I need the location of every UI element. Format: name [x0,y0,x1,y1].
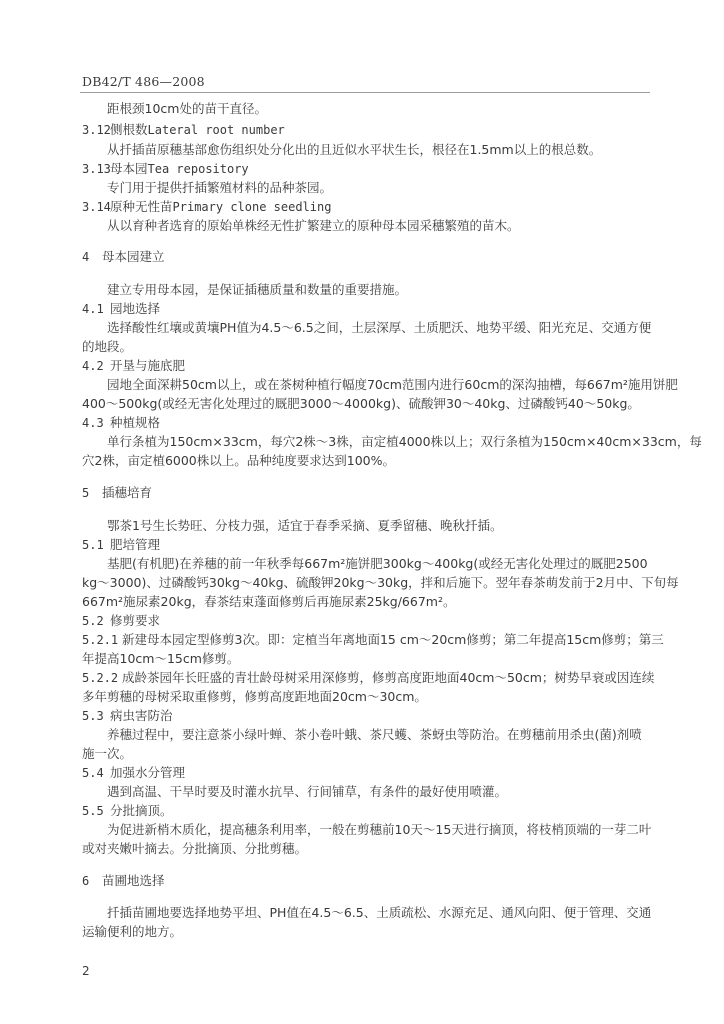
section-heading-4-3: 4.3 种植规格 [82,415,161,430]
paragraph: 建立专用母本园，是保证插穗质量和数量的重要措施。 [107,282,408,297]
paragraph: 距根颈10cm处的苗干直径。 [107,101,267,116]
paragraph: kg～3000)、过磷酸钙30kg～40kg、硫酸钾20kg～30kg，拌和后施下。翌年春茶萌发前于2月中、下旬每 [82,575,679,590]
paragraph: 穴2株，亩定植6000株以上。品种纯度要求达到100%。 [82,453,396,468]
paragraph: 遇到高温、干旱时要及时灌水抗旱、行间铺草，有条件的最好使用喷灌。 [107,784,508,799]
paragraph: 为促进新梢木质化，提高穗条利用率，一般在剪穗前10天～15天进行摘顶，将枝梢顶端的一芽二叶 [107,822,652,837]
clause-5-2-2: 5.2.2 成龄茶园年长旺盛的青壮龄母树采用深修剪，修剪高度距地面40cm～50cm；树势早衰或因连续 [82,670,655,685]
section-heading-3-13: 3.13母本园Tea repository [82,161,249,176]
paragraph: 或对夹嫩叶摘去。分批摘顶、分批剪穗。 [82,841,308,856]
clause-5-2-1: 5.2.1 新建母本园定型修剪3次。即：定植当年离地面15 cm～20cm修剪；第二年提高15cm修剪；第三 [82,632,664,647]
paragraph: 鄂茶1号生长势旺、分枝力强，适宜于春季采摘、夏季留穗、晚秋扦插。 [107,518,503,533]
paragraph: 400～500kg(或经无害化处理过的厩肥3000～4000kg)、硫酸钾30～40kg、过磷酸钙40～50kg。 [82,396,640,411]
paragraph: 选择酸性红壤或黄壤PH值为4.5～6.5之间，土层深厚、土质肥沃、地势平缓、阳光充足、交通方便 [107,320,652,335]
section-heading-5-4: 5.4 加强水分管理 [82,765,186,780]
paragraph: 养穗过程中，要注意茶小绿叶蝉、茶小卷叶蛾、茶尺蠖、茶蚜虫等防治。在剪穗前用杀虫(菌)剂喷 [107,727,642,742]
section-heading-5: 5 插穗培育 [82,485,153,500]
paragraph: 年提高10cm～15cm修剪。 [82,651,240,666]
paragraph: 园地全面深耕50cm以上，或在茶树种植行幅度70cm范围内进行60cm的深沟抽槽，每667m²施用饼肥 [107,377,678,392]
paragraph: 扦插苗圃地要选择地势平坦、PH值在4.5～6.5、土质疏松、水源充足、通风向阳、便于管理、交通 [107,905,652,920]
section-heading-5-5: 5.5 分批摘顶。 [82,803,173,818]
section-heading-4: 4 母本园建立 [82,249,165,264]
section-heading-4-2: 4.2 开垦与施底肥 [82,358,186,373]
section-heading-4-1: 4.1 园地选择 [82,301,161,316]
paragraph: 从以育种者选育的原始单株经无性扩繁建立的原种母本园采穗繁殖的苗木。 [107,218,520,233]
section-heading-5-1: 5.1 肥培管理 [82,537,161,552]
document-code: DB42/T 486—2008 [82,74,205,89]
section-heading-5-3: 5.3 病虫害防治 [82,708,173,723]
paragraph: 从扦插苗原穗基部愈伤组织处分化出的且近似水平状生长，根径在1.5mm以上的根总数。 [107,142,602,157]
paragraph: 多年剪穗的母树采取重修剪，修剪高度距地面20cm～30cm。 [82,689,427,704]
header-rule [80,92,650,93]
section-heading-3-12: 3.12侧根数Lateral root number [82,122,285,137]
paragraph: 基肥(有机肥)在养穗的前一年秋季每667m²施饼肥300kg～400kg(或经无害化处理过的厩肥2500 [107,556,648,571]
section-heading-3-14: 3.14原种无性苗Primary clone seedling [82,199,332,214]
paragraph: 施一次。 [82,746,133,761]
paragraph: 的地段。 [82,339,133,354]
paragraph: 单行条植为150cm×33cm，每穴2株～3株，亩定植4000株以上；双行条植为150cm×40cm×33cm，每 [107,434,702,449]
section-heading-5-2: 5.2 修剪要求 [82,613,161,628]
paragraph: 专门用于提供扦插繁殖材料的品种茶园。 [107,180,333,195]
paragraph: 667m²施尿素20kg，春茶结束蓬面修剪后再施尿素25kg/667m²。 [82,594,456,609]
paragraph: 运输便利的地方。 [82,924,183,939]
section-heading-6: 6 苗圃地选择 [82,873,165,888]
page-number: 2 [82,964,90,978]
